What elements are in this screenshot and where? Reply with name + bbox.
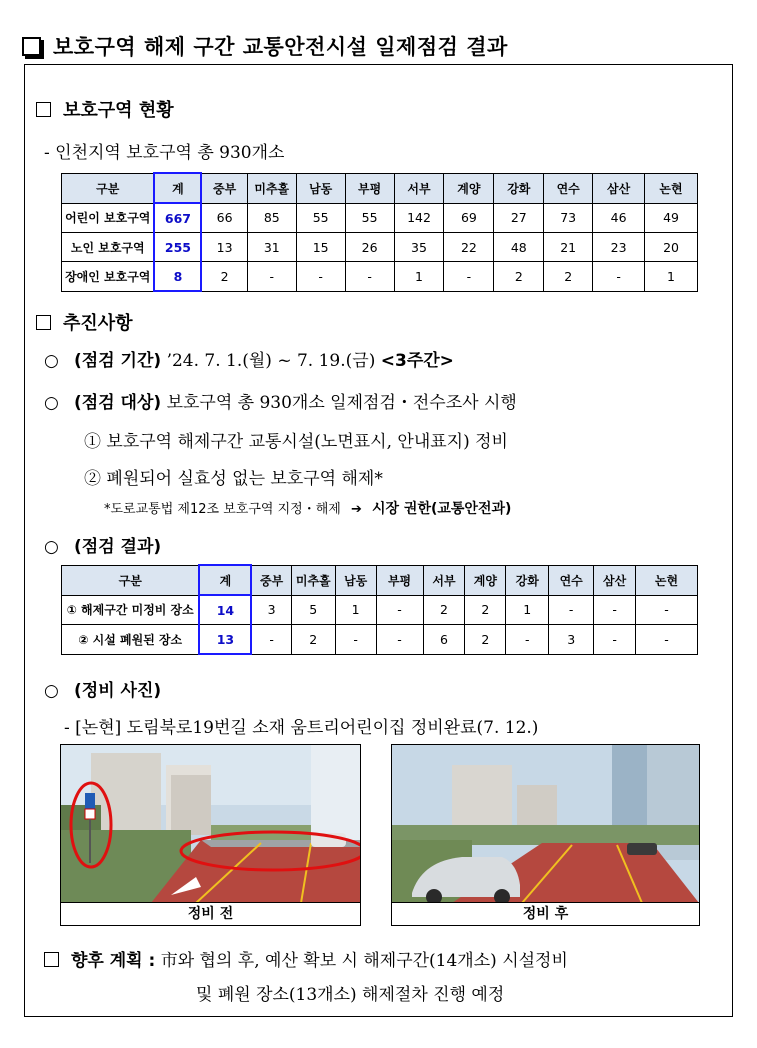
table-cell: -	[636, 625, 698, 655]
photo-before	[60, 744, 361, 904]
table-cell: -	[549, 595, 594, 625]
table-row	[62, 262, 698, 292]
period-text: ’24. 7. 1.(월) ~ 7. 19.(금)	[166, 351, 376, 371]
section-progress-heading-text: 추진사항	[63, 313, 133, 334]
table-cell: 31	[247, 233, 296, 262]
table-header-cell: 계양	[444, 173, 494, 203]
table-cell: 15	[296, 233, 345, 262]
table-header-cell: 남동	[335, 565, 376, 595]
table-cell: 2	[494, 262, 544, 292]
photo-section-line	[44, 676, 161, 701]
table-header-row	[62, 173, 698, 203]
photo-location-line: - [논현] 도림북로19번길 소재 움트리어린이집 정비완료(7. 12.)	[64, 718, 539, 738]
table-header-cell: 연수	[549, 565, 594, 595]
table-header-cell: 계	[199, 565, 251, 595]
table-header-cell: 남동	[296, 173, 345, 203]
table-header-cell: 서부	[394, 173, 444, 203]
table-cell: 2	[423, 595, 465, 625]
circle-bullet-icon: ○	[44, 351, 59, 371]
table-cell: 1	[645, 262, 698, 292]
row-label: ② 시설 폐원된 장소	[62, 625, 200, 655]
table-cell: 21	[544, 233, 593, 262]
total-cell: 255	[154, 233, 201, 262]
table-header-cell: 부평	[376, 565, 423, 595]
table-header-cell: 미추홀	[247, 173, 296, 203]
table-cell: -	[296, 262, 345, 292]
row-label: 장애인 보호구역	[62, 262, 155, 292]
footnote-authority: 시장 권한(교통안전과)	[372, 501, 512, 517]
table-cell: 3	[549, 625, 594, 655]
table-cell: 1	[506, 595, 549, 625]
photo-after-image	[392, 745, 699, 903]
table-cell: -	[376, 595, 423, 625]
table-cell: 26	[345, 233, 394, 262]
table-cell: 22	[444, 233, 494, 262]
table-header-cell: 강화	[506, 565, 549, 595]
total-cell: 14	[199, 595, 251, 625]
table-cell: 20	[645, 233, 698, 262]
table-cell: 55	[345, 203, 394, 233]
table-cell: 27	[494, 203, 544, 233]
table-cell: -	[335, 625, 376, 655]
zone-status-table	[61, 172, 698, 292]
target-item-2: ② 폐원되어 실효성 없는 보호구역 해제*	[84, 469, 383, 489]
total-cell: 13	[199, 625, 251, 655]
table-cell: -	[376, 625, 423, 655]
square-bullet-icon	[36, 102, 51, 117]
table-row	[62, 625, 698, 655]
table-cell: -	[251, 625, 291, 655]
period-label: (점검 기간)	[74, 351, 162, 371]
result-label: (점검 결과)	[74, 537, 162, 557]
inspection-target-line	[44, 388, 517, 413]
table-header-cell: 논현	[636, 565, 698, 595]
table-cell: 2	[544, 262, 593, 292]
total-cell: 8	[154, 262, 201, 292]
table-cell: 13	[201, 233, 247, 262]
square-bullet-icon	[44, 952, 59, 967]
table-header-cell: 중부	[251, 565, 291, 595]
table-row	[62, 203, 698, 233]
total-zones-line: - 인천지역 보호구역 총 930개소	[44, 143, 285, 163]
photo-before-image	[61, 745, 360, 903]
table-header-cell: 구분	[62, 173, 155, 203]
table-header-cell: 계양	[465, 565, 506, 595]
legal-footnote	[104, 498, 511, 518]
circle-bullet-icon: ○	[44, 681, 59, 701]
table-cell: 35	[394, 233, 444, 262]
table-cell: -	[594, 625, 636, 655]
table-cell: 66	[201, 203, 247, 233]
arrow-right-icon: ➔	[350, 502, 362, 517]
total-cell: 667	[154, 203, 201, 233]
future-plan-label: 향후 계획 :	[71, 951, 156, 971]
footnote-text: *도로교통법 제12조 보호구역 지정・해제	[104, 502, 341, 517]
section-progress-heading	[36, 309, 133, 335]
table-cell: -	[345, 262, 394, 292]
photo-label: (정비 사진)	[74, 681, 162, 701]
table-header-row	[62, 565, 698, 595]
table-cell: 2	[291, 625, 335, 655]
table-cell: -	[247, 262, 296, 292]
row-label: ① 해제구간 미정비 장소	[62, 595, 200, 625]
table-cell: 69	[444, 203, 494, 233]
inspection-result-line	[44, 532, 161, 557]
table-cell: 55	[296, 203, 345, 233]
page-title	[22, 26, 508, 66]
row-label: 어린이 보호구역	[62, 203, 155, 233]
table-header-cell: 서부	[423, 565, 465, 595]
target-text: 보호구역 총 930개소 일제점검・전수조사 시행	[166, 393, 517, 413]
table-header-cell: 미추홀	[291, 565, 335, 595]
photo-after	[391, 744, 700, 904]
table-header-cell: 논현	[645, 173, 698, 203]
period-weeks: <3주간>	[380, 351, 454, 371]
circle-bullet-icon: ○	[44, 537, 59, 557]
table-cell: 49	[645, 203, 698, 233]
table-row	[62, 595, 698, 625]
table-row	[62, 233, 698, 262]
inspection-result-table	[61, 564, 698, 655]
table-header-cell: 계	[154, 173, 201, 203]
table-cell: -	[593, 262, 645, 292]
table-header-cell: 연수	[544, 173, 593, 203]
future-plan-line-2: 및 폐원 장소(13개소) 해제절차 진행 예정	[196, 985, 505, 1005]
future-plan-line-1: 市와 협의 후, 예산 확보 시 해제구간(14개소) 시설정비	[160, 951, 568, 971]
target-item-1: ① 보호구역 해제구간 교통시설(노면표시, 안내표지) 정비	[84, 432, 508, 452]
table-cell: 3	[251, 595, 291, 625]
photo-after-caption: 정비 후	[391, 902, 700, 926]
table-cell: 6	[423, 625, 465, 655]
table-cell: 2	[201, 262, 247, 292]
table-cell: 23	[593, 233, 645, 262]
future-plan	[44, 946, 568, 971]
table-header-cell: 부평	[345, 173, 394, 203]
table-header-cell: 삼산	[594, 565, 636, 595]
checkbox-square-icon	[22, 37, 41, 56]
table-cell: 85	[247, 203, 296, 233]
row-label: 노인 보호구역	[62, 233, 155, 262]
table-cell: -	[636, 595, 698, 625]
page-title-text: 보호구역 해제 구간 교통안전시설 일제점검 결과	[53, 35, 508, 59]
table-header-cell: 중부	[201, 173, 247, 203]
table-cell: 1	[335, 595, 376, 625]
table-cell: 46	[593, 203, 645, 233]
table-cell: 2	[465, 595, 506, 625]
table-cell: -	[506, 625, 549, 655]
table-cell: 142	[394, 203, 444, 233]
section-status-heading-text: 보호구역 현황	[63, 100, 174, 121]
photo-before-caption: 정비 전	[60, 902, 361, 926]
table-cell: 48	[494, 233, 544, 262]
table-cell: 5	[291, 595, 335, 625]
section-status-heading	[36, 96, 174, 122]
table-header-cell: 구분	[62, 565, 200, 595]
inspection-period-line	[44, 346, 454, 371]
table-header-cell: 삼산	[593, 173, 645, 203]
table-cell: 73	[544, 203, 593, 233]
target-label: (점검 대상)	[74, 393, 162, 413]
table-cell: 2	[465, 625, 506, 655]
square-bullet-icon	[36, 315, 51, 330]
table-header-cell: 강화	[494, 173, 544, 203]
table-cell: -	[444, 262, 494, 292]
table-cell: -	[594, 595, 636, 625]
table-cell: 1	[394, 262, 444, 292]
circle-bullet-icon: ○	[44, 393, 59, 413]
